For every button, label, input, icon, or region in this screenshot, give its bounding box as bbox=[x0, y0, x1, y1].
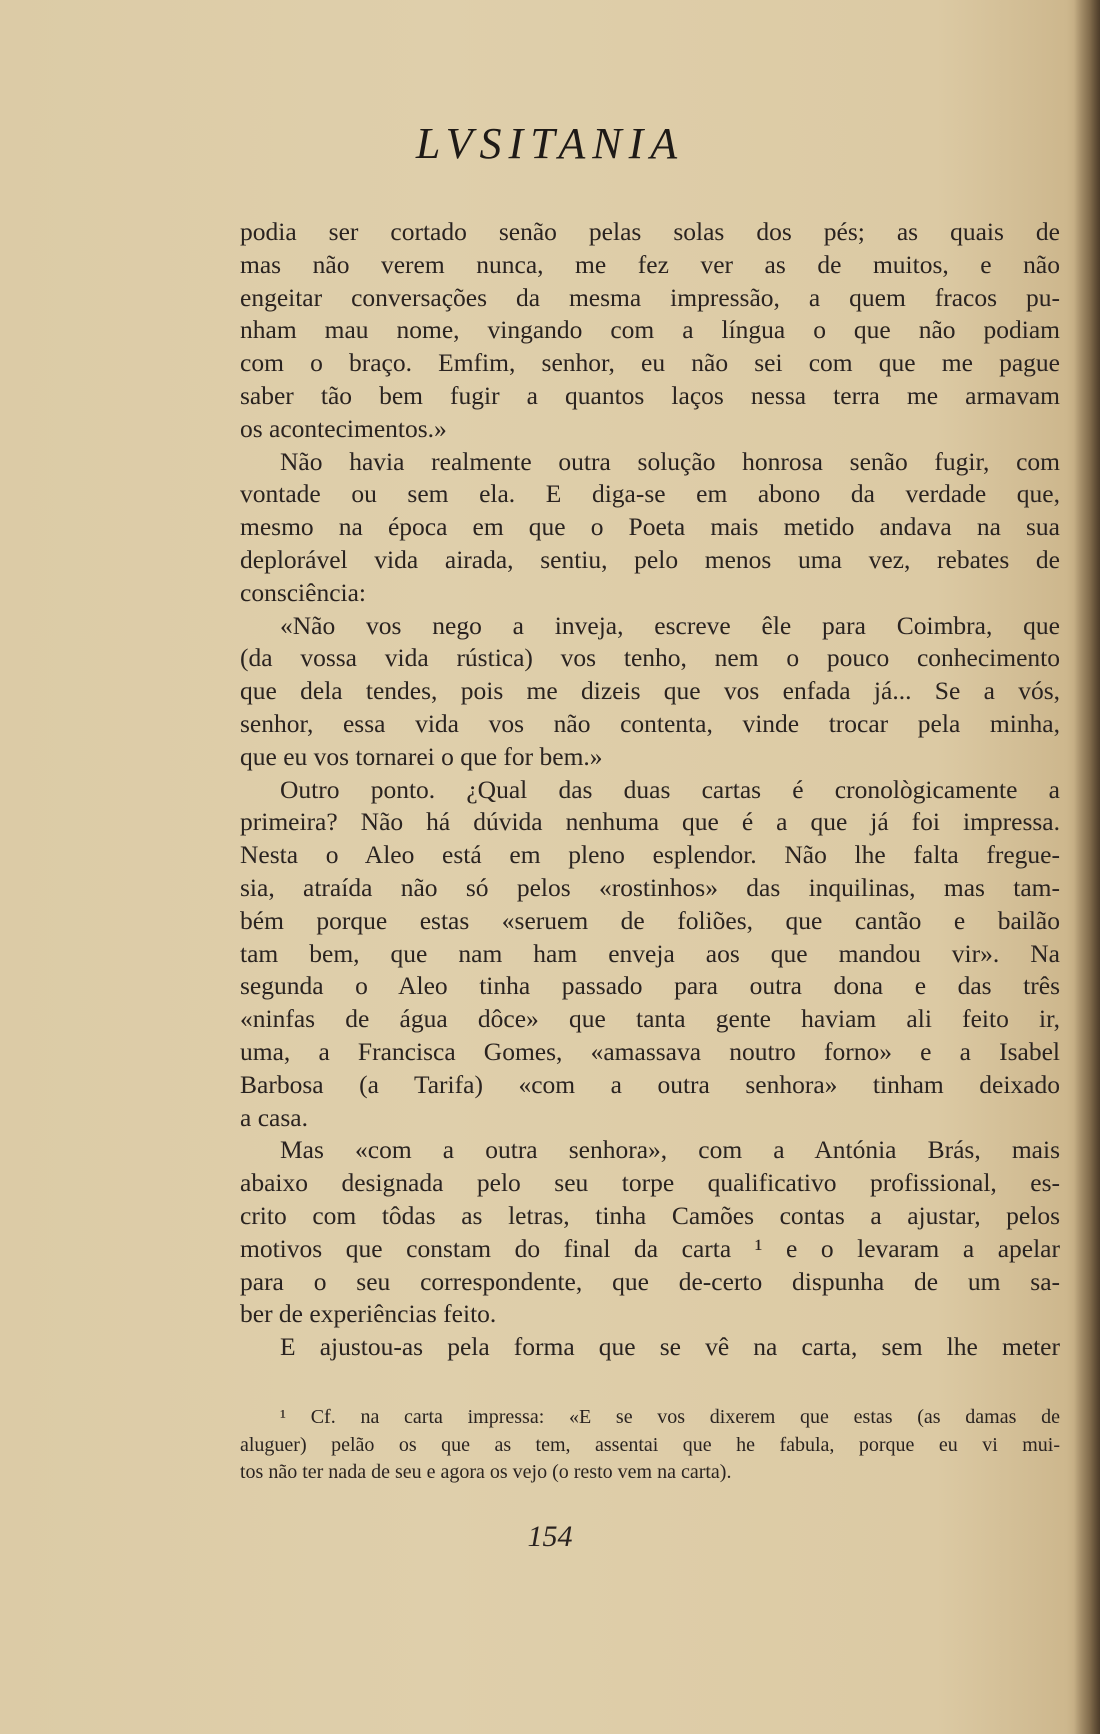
footnote-line: aluguer) pelão os que as tem, assentai que he fabula, porque eu vi mui- bbox=[240, 1433, 1060, 1456]
body-line: segunda o Aleo tinha passado para outra dona e das três bbox=[240, 971, 1060, 1001]
body-line: tam bem, que nam ham enveja aos que mandou vir». Na bbox=[240, 938, 1060, 968]
body-line: consciência: bbox=[240, 577, 367, 607]
body-line: abaixo designada pelo seu torpe qualificativo profissional, es- bbox=[240, 1168, 1060, 1198]
body-line: uma, a Francisca Gomes, «amassava noutro forno» e a Isabel bbox=[240, 1036, 1060, 1066]
body-line: saber tão bem fugir a quantos laços nessa terra me armavam bbox=[240, 380, 1060, 410]
body-line: com o braço. Emfim, senhor, eu não sei com que me pague bbox=[240, 348, 1060, 378]
body-line: senhor, essa vida vos não contenta, vinde trocar pela minha, bbox=[240, 708, 1060, 738]
body-line: os acontecimentos.» bbox=[240, 413, 447, 443]
body-line: E ajustou-as pela forma que se vê na carta, sem lhe meter bbox=[280, 1332, 1060, 1362]
body-line: primeira? Não há dúvida nenhuma que é a que já foi impressa. bbox=[240, 807, 1060, 837]
footnote-line: ¹ Cf. na carta impressa: «E se vos dixerem que estas (as damas de bbox=[280, 1406, 1060, 1428]
body-line: «Não vos nego a inveja, escreve êle para Coimbra, que bbox=[280, 610, 1060, 640]
body-line: «ninfas de água dôce» que tanta gente haviam ali feito ir, bbox=[240, 1004, 1060, 1034]
page-edge-shadow bbox=[1074, 0, 1100, 1734]
body-line: deplorável vida airada, sentiu, pelo menos uma vez, rebates de bbox=[240, 544, 1060, 574]
body-line: sia, atraída não só pelos «rostinhos» das inquilinas, mas tam- bbox=[240, 872, 1060, 902]
body-line: mesmo na época em que o Poeta mais metido andava na sua bbox=[240, 512, 1060, 542]
body-line: que dela tendes, pois me dizeis que vos enfada já... Se a vós, bbox=[240, 676, 1060, 706]
body-line: motivos que constam do final da carta ¹ e o levaram a apelar bbox=[240, 1233, 1060, 1263]
footnote-line: tos não ter nada de seu e agora os vejo (o resto vem na carta). bbox=[240, 1461, 732, 1483]
body-line: nham mau nome, vingando com a língua o que não podiam bbox=[240, 315, 1060, 345]
running-head: LVSITANIA bbox=[415, 119, 685, 168]
body-line: ber de experiências feito. bbox=[240, 1299, 497, 1329]
footnote bbox=[240, 1404, 1060, 1487]
body-line: Outro ponto. ¿Qual das duas cartas é cronològicamente a bbox=[280, 774, 1060, 804]
body-line: (da vossa vida rústica) vos tenho, nem o pouco conhecimento bbox=[240, 643, 1060, 673]
body-line: bém porque estas «seruem de foliões, que cantão e bailão bbox=[240, 905, 1060, 935]
body-line: Barbosa (a Tarifa) «com a outra senhora» tinham deixado bbox=[240, 1069, 1060, 1099]
body-line: mas não verem nunca, me fez ver as de muitos, e não bbox=[240, 249, 1060, 279]
body-line: para o seu correspondente, que de-certo dispunha de um sa- bbox=[240, 1266, 1060, 1296]
page-number: 154 bbox=[527, 1520, 573, 1553]
body-line: podia ser cortado senão pelas solas dos pés; as quais de bbox=[240, 217, 1060, 246]
body-text bbox=[240, 216, 1060, 1364]
body-line: Nesta o Aleo está em pleno esplendor. Não lhe falta fregue- bbox=[240, 840, 1060, 870]
body-line: Mas «com a outra senhora», com a Antónia Brás, mais bbox=[280, 1135, 1060, 1165]
body-line: Não havia realmente outra solução honrosa senão fugir, com bbox=[280, 446, 1060, 476]
body-line: vontade ou sem ela. E diga-se em abono da verdade que, bbox=[240, 479, 1060, 509]
body-line: que eu vos tornarei o que for bem.» bbox=[240, 741, 603, 771]
body-line: a casa. bbox=[240, 1102, 308, 1132]
body-line: engeitar conversações da mesma impressão, a quem fracos pu- bbox=[240, 282, 1060, 312]
body-line: crito com tôdas as letras, tinha Camões contas a ajustar, pelos bbox=[240, 1200, 1060, 1230]
